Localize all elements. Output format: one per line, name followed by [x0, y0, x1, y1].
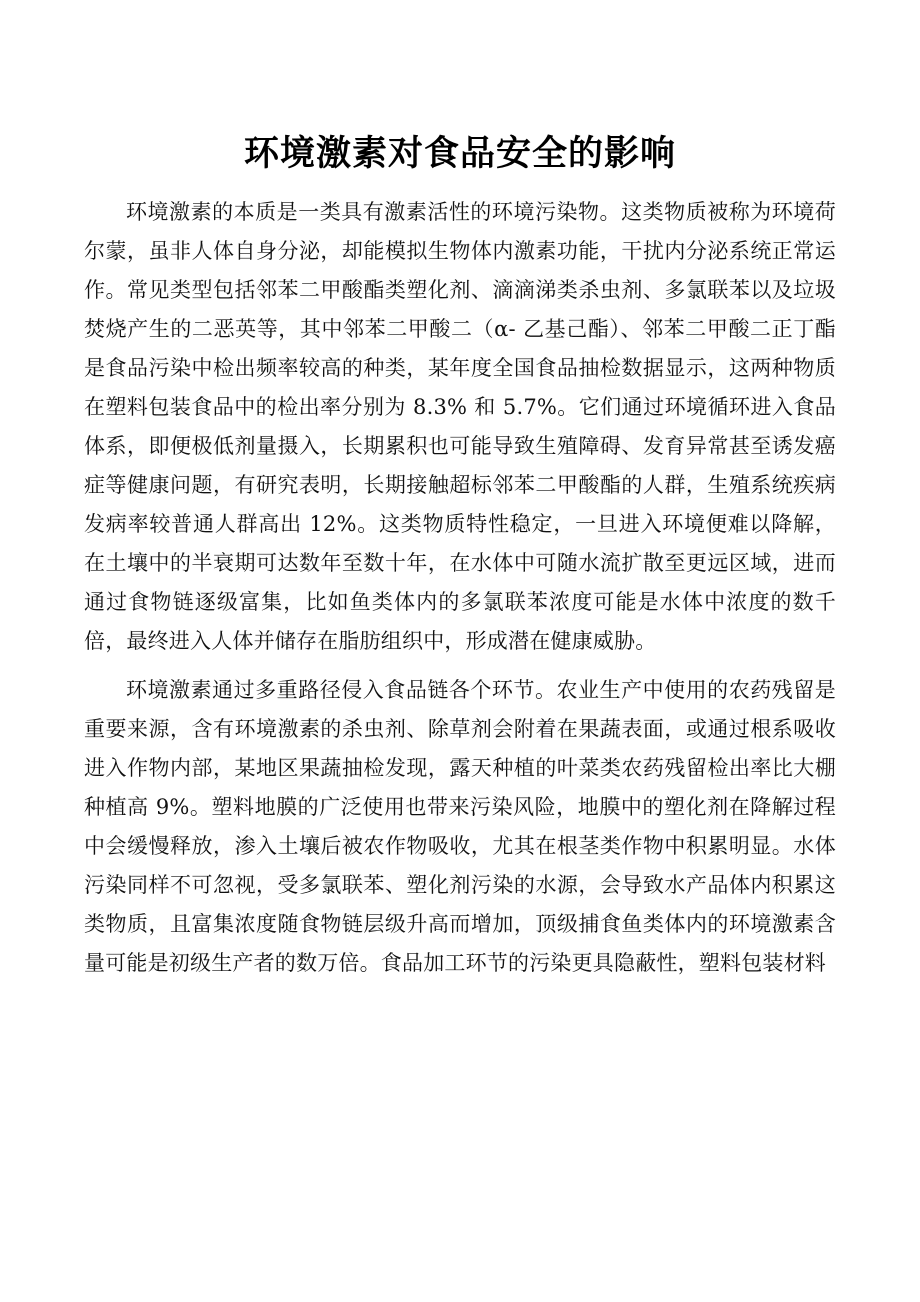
document-body	[84, 193, 836, 983]
paragraph-2: 环境激素通过多重路径侵入食品链各个环节。农业生产中使用的农药残留是重要来源，含有环境激素的杀虫剂、除草剂会附着在果蔬表面，或通过根系吸收进入作物内部，某地区果蔬抽检发现，露天种植的叶菜类农药残留检出率比大棚种植高 9%。塑料地膜的广泛使用也带来污染风险，地膜中的塑化剂在降解过程中会缓慢释放，渗入土壤后被农作物吸收，尤其在根茎类作物中积累明显。水体污染同样不可忽视，受多氯联苯、塑化剂污染的水源，会导致水产品体内积累这类物质，且富集浓度随食物链层级升高而增加，顶级捕食鱼类体内的环境激素含量可能是初级生产者的数万倍。食品加工环节的污染更具隐蔽性，塑料包装材料	[84, 678, 836, 975]
paragraph-1: 环境激素的本质是一类具有激素活性的环境污染物。这类物质被称为环境荷尔蒙，虽非人体自身分泌，却能模拟生物体内激素功能，干扰内分泌系统正常运作。常见类型包括邻苯二甲酸酯类塑化剂、滴滴涕类杀虫剂、多氯联苯以及垃圾焚烧产生的二恶英等，其中邻苯二甲酸二（α- 乙基己酯）、邻苯二甲酸二正丁酯是食品污染中检出频率较高的种类，某年度全国食品抽检数据显示，这两种物质在塑料包装食品中的检出率分别为 8.3% 和 5.7%。它们通过环境循环进入食品体系，即便极低剂量摄入，长期累积也可能导致生殖障碍、发育异常甚至诱发癌症等健康问题，有研究表明，长期接触超标邻苯二甲酸酯的人群，生殖系统疾病发病率较普通人群高出 12%。这类物质特性稳定，一旦进入环境便难以降解，在土壤中的半衰期可达数年至数十年，在水体中可随水流扩散至更远区域，进而通过食物链逐级富集，比如鱼类体内的多氯联苯浓度可能是水体中浓度的数千倍，最终进入人体并储存在脂肪组织中，形成潜在健康威胁。	[84, 200, 836, 653]
document-title: 环境激素对食品安全的影响	[243, 134, 676, 174]
